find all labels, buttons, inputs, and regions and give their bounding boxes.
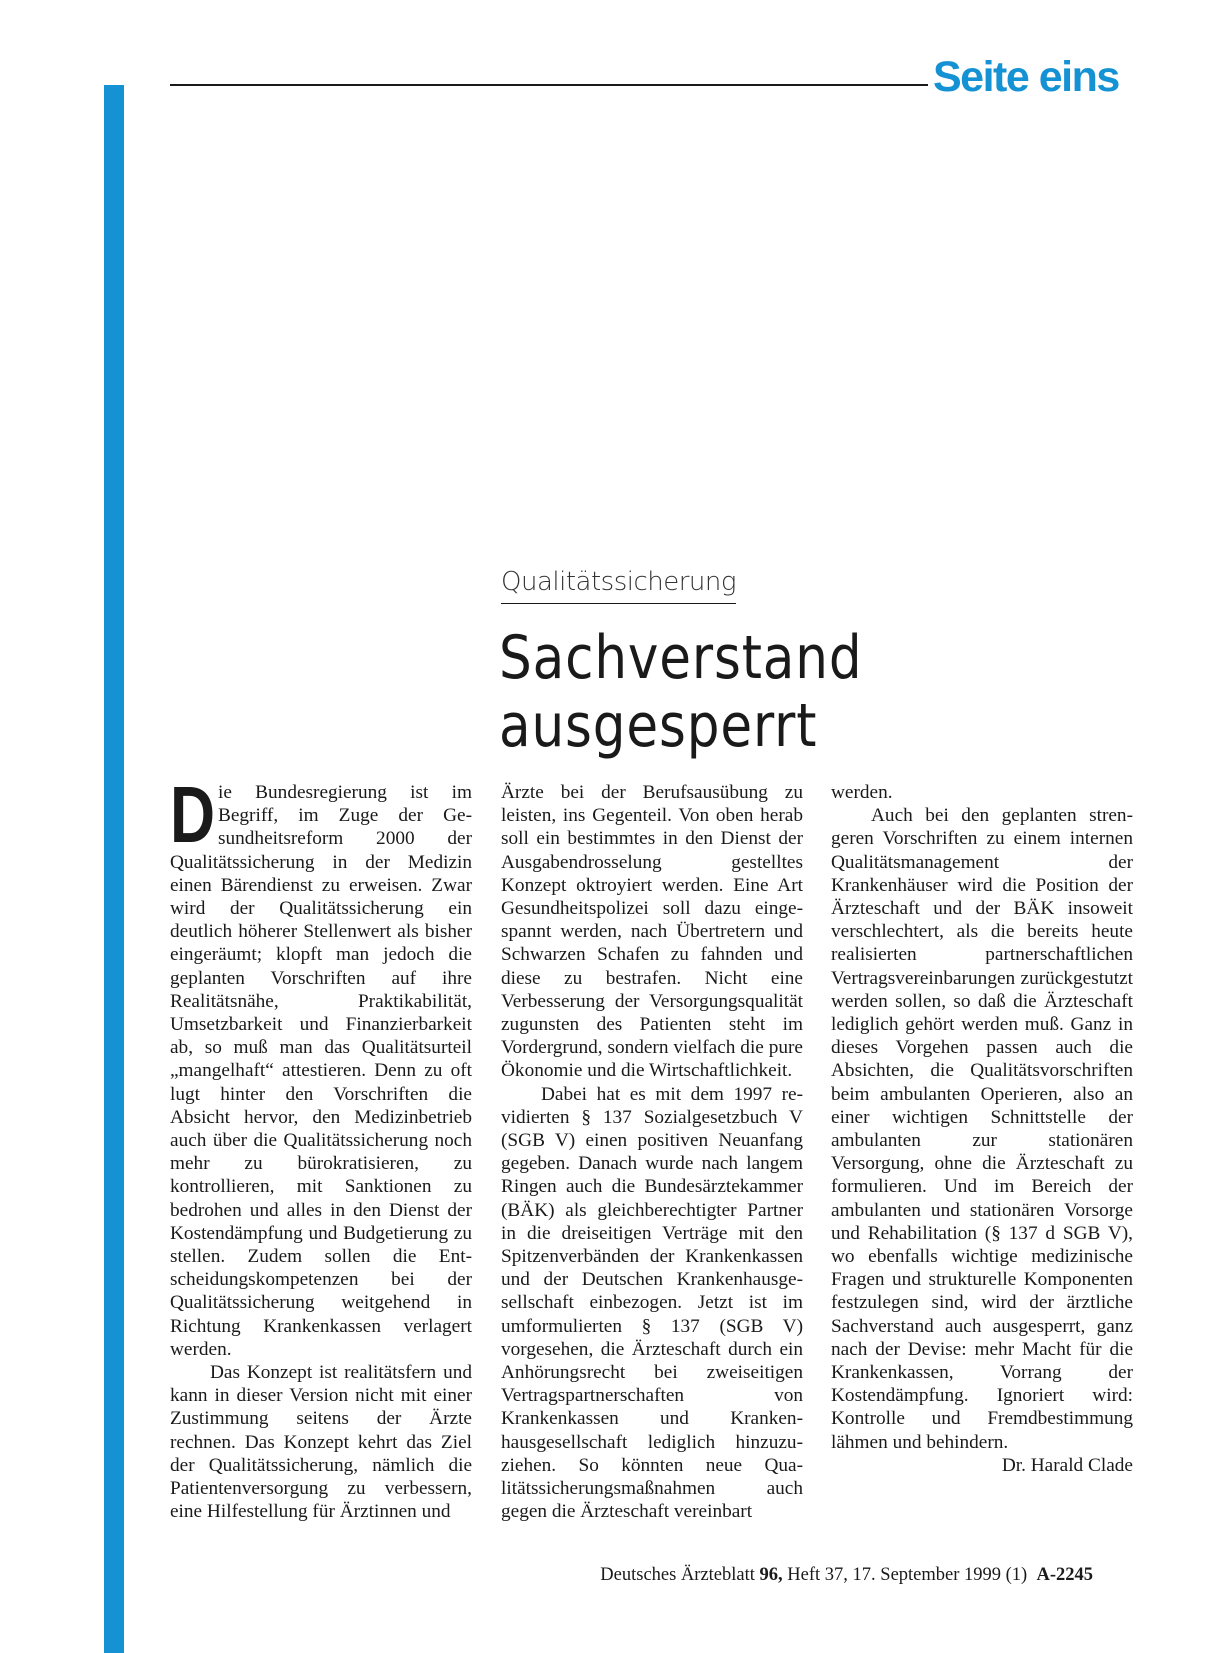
author-byline: Dr. Harald Clade	[1001, 1454, 1133, 1476]
paragraph-3-text: Dabei hat es mit dem 1997 revidierten § 137 Sozialgesetzbuch V (SGB V) einen positiven Neuanfang gegeben. Danach wurde nach langem Ringen auch die Bundesärztekammer (BÄK) als gleichberechtigter Partner in die dreiseitigen Verträge mit den Spitzenverbänden der Krankenkassen und der Deutschen Krankenhausgesellschaft einbezogen. Jetzt ist im umformulierten § 137 (SGB V) vorgesehen, die Ärzteschaft durch ein Anhörungsrecht bei zweiseitigen Vertragspartnerschaften von Krankenkassen und Krankenhausgesellschaft lediglich hinzuzuziehen. So könnten neue Qualitätssicherungsmaßnahmen auch gegen die Ärzteschaft vereinbart	[501, 1083, 803, 1523]
article-column-3	[831, 781, 1133, 1477]
journal-volume: 96,	[759, 1565, 783, 1585]
article-kicker: Qualitätssicherung	[501, 567, 736, 604]
paragraph-4-text: Auch bei den geplanten strengeren Vorschriften zu einem internen Qualitätsmanagement der Krankenhäuser wird die Position der Ärzteschaft und der BÄK insoweit verschlechtert, als die bereits heute realisierten partnerschaftlichen Vertragsvereinbarungen zurückgestutzt werden sollen, so daß die Ärzteschaft lediglich gehört werden muß. Ganz in dieses Vorgehen passen auch die Absichten, die Qualitätsvorschriften beim ambulanten Operieren, also an einer wichtigen Schnittstelle der ambulanten zur stationären Versorgung, ohne die Ärzteschaft zu formulieren. Und im Bereich der ambulanten und stationären Vorsorge und Rehabilitation (§ 137 d SGB V), wo ebenfalls wichtige medizinische Fragen und strukturelle Komponenten festzulegen sind, wird der ärztliche Sachverstand auch ausgesperrt, ganz nach der Devise: mehr Macht für die Krankenkassen, Vorrang der Kostendämpfung. Ignoriert wird: Kontrolle und Fremdbestimmung lähmen und behindern.	[831, 805, 1133, 1453]
section-title: Seite eins	[933, 53, 1119, 101]
paragraph-2-continued: Ärzte bei der Berufsausübung zu leisten, ins Gegenteil. Von oben herab soll ein bestimmtes in den Dienst der Ausgabendrosselung gestelltes Konzept oktroyiert werden. Eine Art Gesundheitspolizei soll dazu eingespannt werden, nach Übertretern und Schwarzen Schafen zu fahnden und diese zu bestrafen. Nicht eine Verbesserung der Versorgungsqualität zugunsten des Patienten steht im Vordergrund, sondern vielfach die pure Ökonomie und die Wirtschaftlichkeit.	[501, 782, 803, 1082]
issue-date: Heft 37, 17. September 1999 (1)	[787, 1565, 1028, 1585]
paragraph-2-text: Das Konzept ist realitätsfern und kann in dieser Version nicht mit einer Zustimmung seitens der Ärzte rechnen. Das Konzept kehrt das Ziel der Qualitätssicherung, nämlich die Patientenversorgung zu verbessern, eine Hilfestellung für Ärztinnen und	[170, 1362, 472, 1523]
page-footer	[600, 1565, 1093, 1586]
paragraph-3	[501, 1083, 803, 1524]
article-headline	[499, 624, 862, 760]
page-number: A-2245	[1036, 1565, 1093, 1585]
paragraph-2	[170, 1361, 472, 1523]
paragraph-3-continued: werden.	[831, 782, 893, 803]
journal-name: Deutsches Ärzteblatt	[600, 1565, 755, 1585]
paragraph-4	[831, 804, 1133, 1476]
accent-bar	[104, 85, 124, 1653]
drop-cap: D	[170, 770, 216, 859]
headline-line-2: ausgesperrt	[499, 691, 818, 761]
paragraph-1	[170, 770, 472, 1361]
header-rule	[170, 84, 928, 86]
article-column-1	[170, 770, 472, 1524]
headline-line-1: Sachverstand	[499, 623, 863, 693]
article-column-2	[501, 781, 803, 1524]
paragraph-1-text: ie Bundesregierung ist im Begriff, im Zuge der Gesundheitsreform 2000 der Qualitätssicherung in der Medizin einen Bärendienst zu erweisen. Zwar wird der Qualitätssicherung ein deutlich höherer Stellenwert als bisher eingeräumt; klopft man jedoch die geplanten Vorschriften auf ihre Realitätsnähe, Praktikabilität, Umsetzbarkeit und Finanzierbarkeit ab, so muß man das Qualitätsurteil „mangelhaft“ attestieren. Denn zu oft lugt hinter den Vorschriften die Absicht hervor, den Medizinbetrieb auch über die Qualitätssicherung noch mehr zu bürokratisieren, zu kontrollieren, mit Sanktionen zu bedrohen und alles in den Dienst der Kostendämpfung und Budgetierung zu stellen. Zudem sollen die Entscheidungskompetenzen bei der Qualitätssicherung weitgehend in Richtung Krankenkassen verlagert werden.	[170, 782, 472, 1360]
